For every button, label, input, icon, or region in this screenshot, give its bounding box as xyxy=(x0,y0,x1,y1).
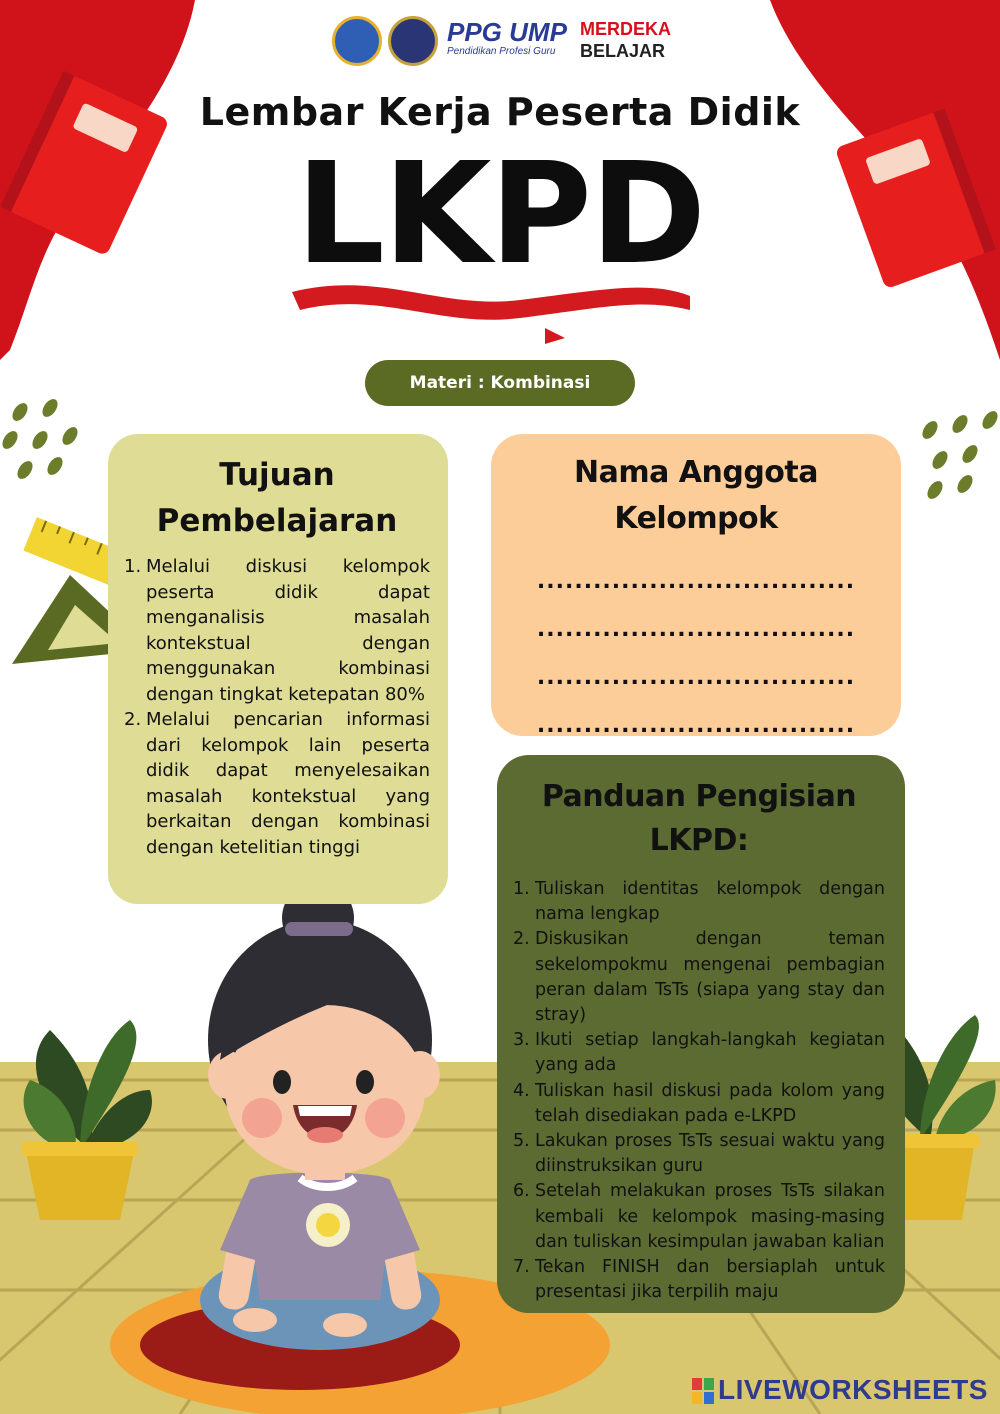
panduan-card xyxy=(497,755,905,1313)
list-item xyxy=(513,1179,885,1255)
item-number: 5. xyxy=(513,1131,530,1152)
leaf-dots-left xyxy=(0,396,81,481)
list-item xyxy=(513,877,885,927)
item-number: 6. xyxy=(513,1181,530,1202)
name-input-line[interactable]: .................................. xyxy=(536,713,856,738)
nama-anggota-card xyxy=(491,434,901,736)
name-input-line[interactable]: .................................. xyxy=(536,569,856,594)
leaf-dots-right xyxy=(919,408,1000,501)
merdeka-belajar-logo xyxy=(580,18,672,62)
item-text: Lakukan proses TsTs sesuai waktu yang diinstruksikan guru xyxy=(535,1131,885,1177)
girl-character-illustration xyxy=(200,882,440,1350)
list-item xyxy=(513,1255,885,1305)
item-text: Setelah melakukan proses TsTs silakan kembali ke kelompok masing-masing dan tuliskan kesimpulan jawaban kalian xyxy=(535,1181,885,1252)
liveworksheets-brand[interactable]: LIVEWORKSHEETS xyxy=(718,1374,988,1405)
item-number: 1. xyxy=(124,556,142,577)
item-text: Melalui pencarian informasi dari kelompok lain peserta didik dapat menyelesaikan masalah kontekstual yang berkaitan dengan kombinasi dengan ketelitian tinggi xyxy=(146,709,430,858)
tujuan-list xyxy=(124,554,430,860)
item-text: Ikuti setiap langkah-langkah kegiatan yang ada xyxy=(535,1030,885,1076)
materi-badge: Materi : Kombinasi xyxy=(365,360,635,406)
name-input-line[interactable]: .................................. xyxy=(536,617,856,642)
merdeka-text: MERDEKA xyxy=(580,19,672,39)
belajar-text: BELAJAR xyxy=(580,41,666,61)
tujuan-card xyxy=(108,434,448,904)
item-number: 4. xyxy=(513,1080,530,1101)
panduan-list xyxy=(513,877,885,1305)
item-text: Melalui diskusi kelompok peserta didik dapat menganalisis masalah kontekstual dengan menggunakan kombinasi dengan tingkat ketepatan 80% xyxy=(146,556,430,705)
list-item xyxy=(513,1079,885,1129)
nama-title: Nama Anggota Kelompok xyxy=(573,455,819,536)
name-input-line[interactable]: .................................. xyxy=(536,665,856,690)
panduan-title: Panduan Pengisian LKPD: xyxy=(541,779,857,858)
list-item xyxy=(124,554,430,707)
list-item xyxy=(513,927,885,1028)
page-subtitle: Lembar Kerja Peserta Didik xyxy=(199,90,801,134)
brand-title: PPG UMP xyxy=(447,17,567,47)
item-number: 3. xyxy=(513,1030,530,1051)
ppg-ump-brand xyxy=(447,18,577,58)
liveworksheets-icon xyxy=(692,1378,714,1404)
list-item xyxy=(513,1129,885,1179)
page-title: LKPD xyxy=(295,133,705,296)
item-text: Tekan FINISH dan bersiaplah untuk presentasi jika terpilih maju xyxy=(535,1257,885,1303)
item-number: 2. xyxy=(513,929,530,950)
list-item xyxy=(513,1028,885,1078)
ump-logo xyxy=(388,16,438,66)
list-item xyxy=(124,707,430,860)
tujuan-title: Tujuan Pembelajaran xyxy=(156,457,398,539)
kemdikbud-logo xyxy=(332,16,382,66)
item-number: 7. xyxy=(513,1257,530,1278)
item-number: 1. xyxy=(513,879,530,899)
item-number: 2. xyxy=(124,709,142,730)
item-text: Tuliskan hasil diskusi pada kolom yang telah disediakan pada e-LKPD xyxy=(535,1080,885,1126)
brand-subtitle: Pendidikan Profesi Guru xyxy=(447,46,556,57)
item-text: Tuliskan identitas kelompok dengan nama lengkap xyxy=(535,879,885,925)
item-text: Diskusikan dengan teman sekelompokmu mengenai pembagian peran dalam TsTs (siapa yang stay dan stray) xyxy=(535,929,885,1026)
